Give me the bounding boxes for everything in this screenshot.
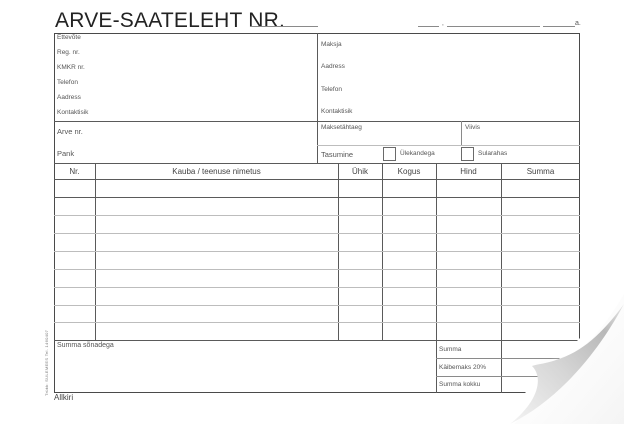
payment-method-label: Tasumine	[321, 150, 354, 159]
grand-total-value[interactable]	[502, 377, 580, 393]
printer-note: Trükk: SULEMEES Tel. 1460407	[44, 329, 49, 396]
top-divider	[317, 33, 318, 163]
date-day-line[interactable]	[418, 26, 439, 27]
date-month-line[interactable]	[447, 26, 540, 27]
date-year-line[interactable]	[543, 26, 575, 27]
cash-label: Sularahas	[478, 150, 508, 157]
vat-label: Käibemaks 20%	[439, 364, 486, 371]
invoice-number-line[interactable]	[250, 26, 318, 27]
section-divider	[54, 121, 580, 122]
grand-total-label: Summa kokku	[439, 381, 481, 388]
subtotal-value[interactable]	[502, 341, 580, 358]
bank-transfer-checkbox[interactable]	[383, 147, 396, 161]
column-header-price: Hind	[460, 167, 477, 176]
buyer-contact-label[interactable]: Kontaktisik	[321, 108, 353, 115]
penalty-label[interactable]: Viivis	[465, 124, 481, 131]
signature-label[interactable]: Allkiri	[54, 393, 74, 402]
invoice-no-label[interactable]: Arve nr.	[57, 127, 83, 136]
column-header-sum: Summa	[526, 167, 555, 176]
penalty-divider	[461, 121, 462, 145]
column-header-nr: Nr.	[69, 167, 80, 176]
sum-in-words-label[interactable]: Summa sõnadega	[57, 342, 114, 349]
date-separator: ,	[442, 20, 444, 27]
column-header-quantity: Kogus	[397, 167, 421, 176]
buyer-phone-label[interactable]: Telefon	[321, 86, 342, 93]
seller-address-label[interactable]: Aadress	[57, 94, 81, 101]
buyer-payer-label[interactable]: Maksja	[321, 41, 342, 48]
seller-reg-no-label[interactable]: Reg. nr.	[57, 49, 80, 56]
due-date-label[interactable]: Maksetähtaeg	[321, 124, 362, 131]
seller-company-label[interactable]: Ettevõte	[57, 34, 81, 41]
date-suffix: a.	[575, 20, 581, 27]
seller-vat-no-label[interactable]: KMKR nr.	[57, 64, 85, 71]
payment-row-divider	[317, 145, 580, 146]
vat-value[interactable]	[502, 359, 580, 376]
table-body-entry-area[interactable]	[55, 180, 580, 340]
bank-label[interactable]: Pank	[57, 149, 75, 158]
cash-checkbox[interactable]	[461, 147, 474, 161]
seller-contact-label[interactable]: Kontaktisik	[57, 109, 89, 116]
document-title: ARVE-SAATELEHT NR.	[55, 9, 285, 32]
subtotal-label: Summa	[439, 346, 462, 353]
column-header-unit: Ühik	[351, 167, 368, 176]
bank-transfer-label: Ülekandega	[400, 150, 435, 157]
buyer-address-label[interactable]: Aadress	[321, 63, 345, 70]
column-header-item-name: Kauba / teenuse nimetus	[172, 167, 261, 176]
seller-phone-label[interactable]: Telefon	[57, 79, 78, 86]
